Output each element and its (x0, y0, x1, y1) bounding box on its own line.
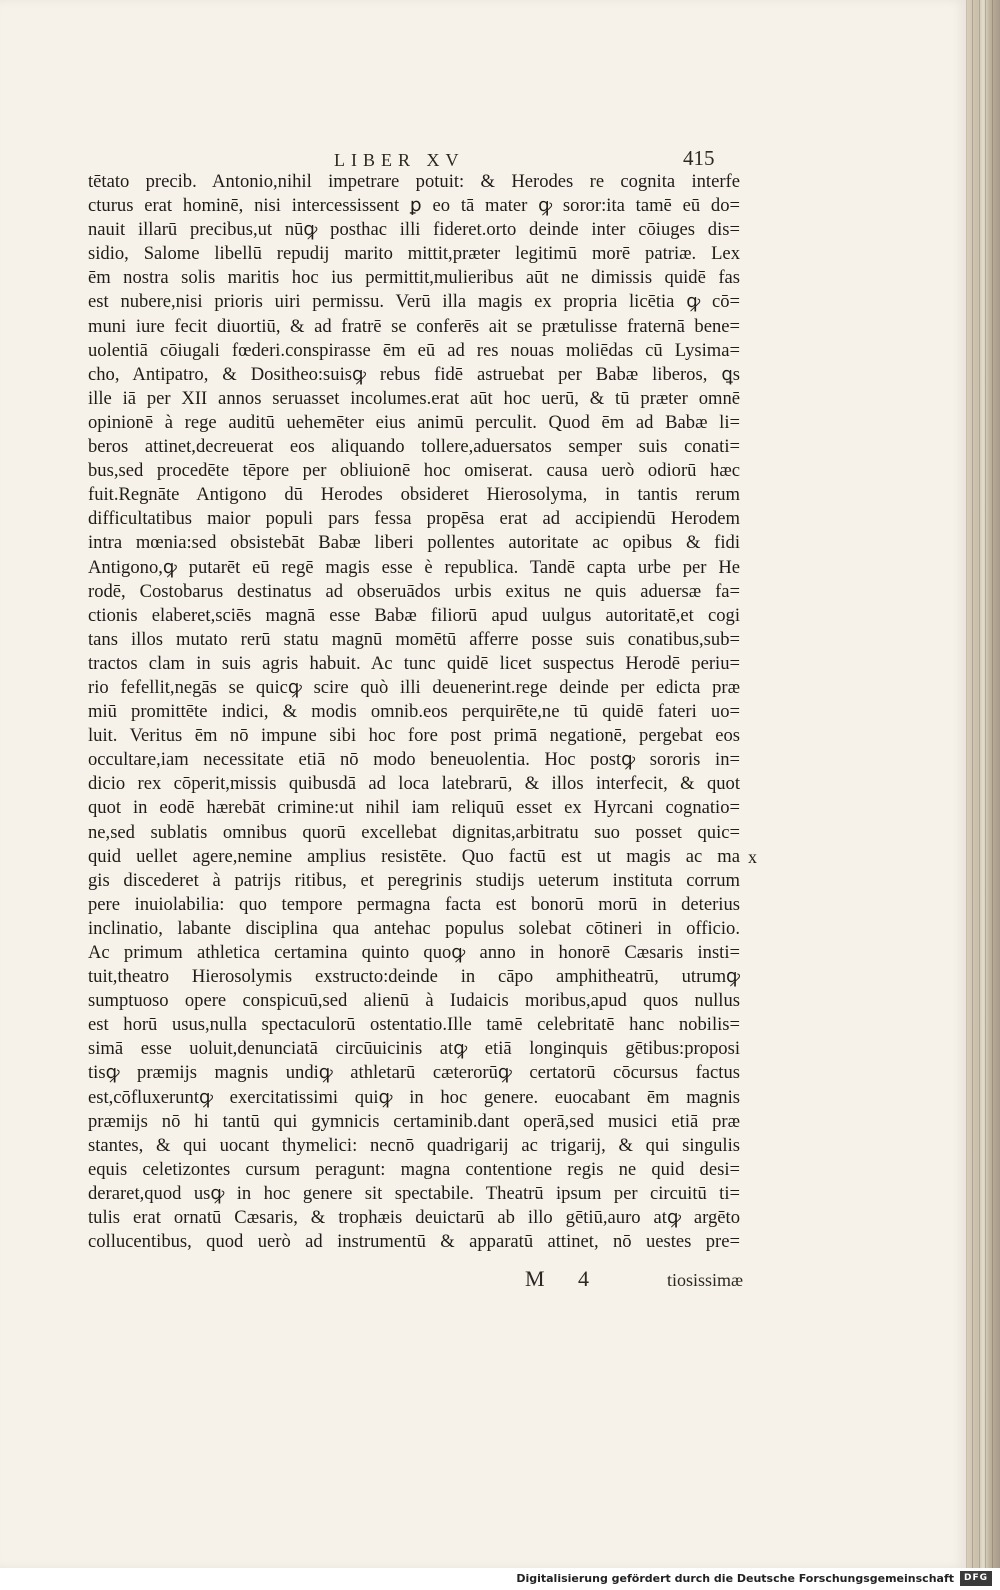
text-line: collucentibus, quod uerò ad instrumentū & apparatū attinet, nō uestes pre= (88, 1231, 740, 1253)
running-head: LIBER XV (334, 150, 465, 170)
page-foot (525, 1266, 743, 1296)
text-line: occultare,iam necessitate etiā nō modo beneuolentia. Hoc postꝙ sororis in= (88, 749, 740, 771)
text-line: pere inuiolabilia: quo tempore permagna facta est bonorū morū in deterius (88, 893, 740, 915)
catchword: tiosissimæ (666, 1270, 743, 1290)
text-line: beros attinet,decreuerat eos aliquando tollere,aduersatos semper suis conati= (88, 436, 740, 458)
text-line: tulis erat ornatū Cæsaris, & trophæis deuictarū ab illo gētiū,auro atꝙ argēto (88, 1207, 740, 1229)
text-line: Antigono,ꝙ putarēt eū regē magis esse è republica. Tandē capta urbe per He (88, 556, 740, 578)
text-line: est,cōfluxeruntꝙ exercitatissimi quiꝙ in hoc genere. euocabant ēm magnis (88, 1086, 740, 1108)
text-line: ēm nostra solis maritis hoc ius permittit,mulieribus aūt ne dimissis quidē fas (88, 267, 740, 289)
text-line: miū promittēte indici, & modis omnib.eos perquirēte,ne tū quidē fateri uo= (88, 701, 740, 723)
text-line: difficultatibus maior populi pars fessa propēsa erat ad accipiendū Herodem (88, 508, 740, 530)
text-line: gis discederet à patrijs ritibus, et peregrinis studijs ueterum instituta corrum (88, 869, 740, 891)
text-line: tans illos mutato rerū statu magnū momētū afferre posse suis conatibus,sub= (88, 628, 740, 650)
scan-credit-text: Digitalisierung gefördert durch die Deutsche Forschungsgemeinschaft (516, 1572, 954, 1585)
text-line: rio fefellit,negās se quicꝙ scire quò illi deuenerint.rege deinde per edicta præ (88, 676, 740, 698)
text-line: nauit illarū precibus,ut nūꝙ posthac illi fideret.orto deinde inter cōiuges dis= (88, 219, 740, 241)
text-line: ctionis elaberet,sciēs magnā esse Babæ filiorū apud uulgus autoritatē,et cogi (88, 604, 740, 626)
text-line: bus,sed procedēte tēpore per obliuionē hoc omiserat. causa uerò odiorū hæc (88, 460, 740, 482)
text-line: equis celetizontes cursum peragunt: magna contentione regis ne quid desi= (88, 1158, 740, 1180)
text-line: inclinatio, labante disciplina qua antehac populus solebat cōtineri in officio. (88, 917, 740, 939)
text-line: sumptuoso opere conspicuū,sed alienū à Iudaicis moribus,apud quos nullus (88, 990, 740, 1012)
dfg-logo-icon: DFG (960, 1571, 992, 1586)
text-line: ille iā per XII annos seruasset incolumes.erat aūt hoc uerū, & tū præter omnē (88, 387, 740, 409)
text-line: fuit.Regnāte Antigono dū Herodes obsideret Hierosolyma, in tantis rerum (88, 484, 740, 506)
text-line: tuit,theatro Hierosolymis exstructo:deinde in cāpo amphitheatrū, utrumꝙ (88, 966, 740, 988)
text-line: quot in eodē hærebāt crimine:ut nihil iam reliquū esset ex Hyrcani cognatio= (88, 797, 740, 819)
text-line: sidio, Salome libellū repudij marito mittit,præter legitimū morē patriæ. Lex (88, 243, 740, 265)
text-line: tractos clam in suis agris habuit. Ac tunc quidē licet suspectus Herodē periu= (88, 652, 740, 674)
signature-mark: M 4 (525, 1266, 604, 1291)
text-line: cturus erat hominē, nisi intercessissent ꝑ eo tā mater ꝙ soror:ita tamē eū do= (88, 195, 740, 217)
book-fore-edge (966, 0, 1000, 1590)
text-line: rodē, Costobarus destinatus ad obseruādos urbis exitus ne quis aduersæ fa= (88, 580, 740, 602)
text-line: intra mœnia:sed obsistebāt Babæ liberi pollentes autoritate ac opibus & fidi (88, 532, 740, 554)
margin-note: x (748, 846, 757, 867)
text-line: tisꝙ præmijs magnis undiꝙ athletarū cæterorūꝙ certatorū cōcursus factus (88, 1062, 740, 1084)
body-text-block (88, 170, 757, 1254)
text-line: simā esse uoluit,denunciatā circūuicinis atꝙ etiā longinquis gētibus:proposi (88, 1038, 740, 1060)
text-line: Ac primum athletica certamina quinto quoꝙ anno in honorē Cæsaris insti= (88, 942, 740, 963)
text-line: est nubere,nisi prioris uiri permissu. Verū illa magis ex propria licētia ꝙ cō= (88, 291, 740, 313)
text-line: tētato precib. Antonio,nihil impetrare potuit: & Herodes re cognita interfe (88, 171, 740, 192)
scan-credit-bar (0, 1568, 1000, 1590)
text-line: cho, Antipatro, & Dositheo:suisꝙ rebus fidē astruebat per Babæ liberos, ꝗs (88, 363, 740, 385)
text-line: stantes, & qui uocant thymelici: necnō quadrigarij ac trigarij, & qui singulis (88, 1134, 740, 1156)
page-number: 415 (683, 146, 715, 170)
text-line: opinionē à rege auditū uehemēter eius animū perculit. Quod ēm ad Babæ li= (88, 411, 740, 433)
text-line: est horū usus,nulla spectaculorū ostentatio.Ille tamē celebritatē hanc nobilis= (88, 1014, 740, 1036)
text-line: quid uellet agere,nemine amplius resistēte. Quo factū est ut magis ac ma (88, 845, 740, 867)
text-line: luit. Veritus ēm nō impune sibi hoc fore post primā negationē, pergebat eos (88, 725, 740, 747)
text-line: ne,sed sublatis omnibus quorū excellebat dignitas,arbitratu suo posset quic= (88, 821, 740, 843)
text-line: deraret,quod usꝙ in hoc genere sit spectabile. Theatrū ipsum per circuitū ti= (88, 1182, 740, 1204)
text-line: præmijs nō hi tantū qui gymnicis certaminib.dant operā,sed musici etiā præ (88, 1110, 740, 1132)
text-line: uolentiā cōiugali fœderi.conspirasse ēm eū ad res nouas moliēdas cū Lysima= (88, 339, 740, 361)
text-line: muni iure fecit diuortiū, & ad fratrē se conferēs ait se prætulisse fraternā bene= (88, 315, 740, 337)
text-line: dicio rex cōperit,missis quibusdā ad loca latebrarū, & illos interfecit, & quot (88, 773, 740, 795)
